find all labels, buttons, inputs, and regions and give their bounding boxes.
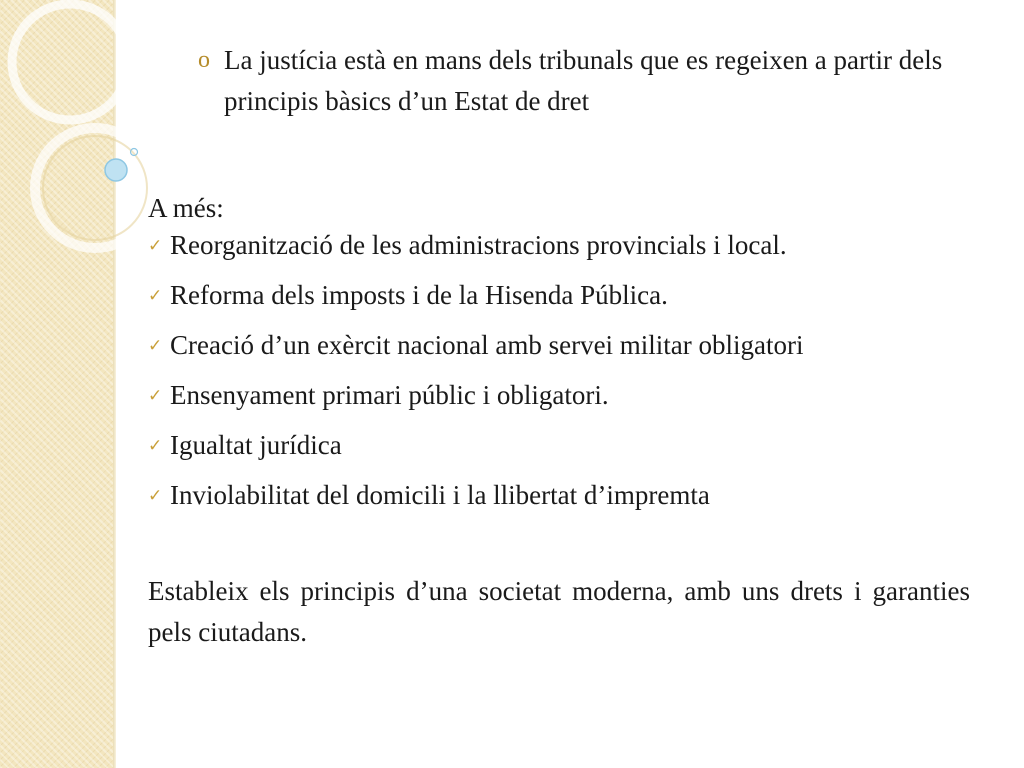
intro-heading: A més: [148,193,224,223]
checklist-item [148,329,970,363]
checklist-item-text: Ensenyament primari públic i obligatori. [170,380,609,410]
checklist-item-text: Igualtat jurídica [170,430,342,460]
checkmark-icon: ✓ [148,336,163,356]
checklist-item [148,229,970,263]
checklist-item-text: Reorganització de les administracions provincials i local. [170,230,787,260]
decorative-medium-ring-shadow [43,136,147,240]
closing-paragraph: Estableix els principis d’una societat moderna, amb uns drets i garanties pels ciutadans. [148,576,970,647]
checklist-item-text: Reforma dels imposts i de la Hisenda Pública. [170,280,668,310]
slide-content [148,40,970,680]
checklist-item-text: Creació d’un exèrcit nacional amb servei militar obligatori [170,330,804,360]
checklist-item [148,479,970,513]
checkmark-icon: ✓ [148,286,163,306]
checklist-item-text: Inviolabilitat del domicili i la llibertat d’impremta [170,480,710,510]
checklist-item [148,379,970,413]
checklist-item [148,429,970,463]
checklist [148,229,970,513]
checkmark-icon: ✓ [148,386,163,406]
checkmark-icon: ✓ [148,486,163,506]
decorative-medium-ring [35,128,155,248]
checklist-item [148,279,970,313]
sub-bullet-text: La justícia està en mans dels tribunals que es regeixen a partir dels principis bàsics d’un Estat de dret [224,45,943,116]
checkmark-icon: ✓ [148,236,163,256]
decorative-large-ring [12,4,128,120]
hollow-circle-bullet-icon: o [198,47,210,73]
checkmark-icon: ✓ [148,436,163,456]
sub-bullet-item [148,40,970,122]
decorative-blue-dot [105,159,127,181]
